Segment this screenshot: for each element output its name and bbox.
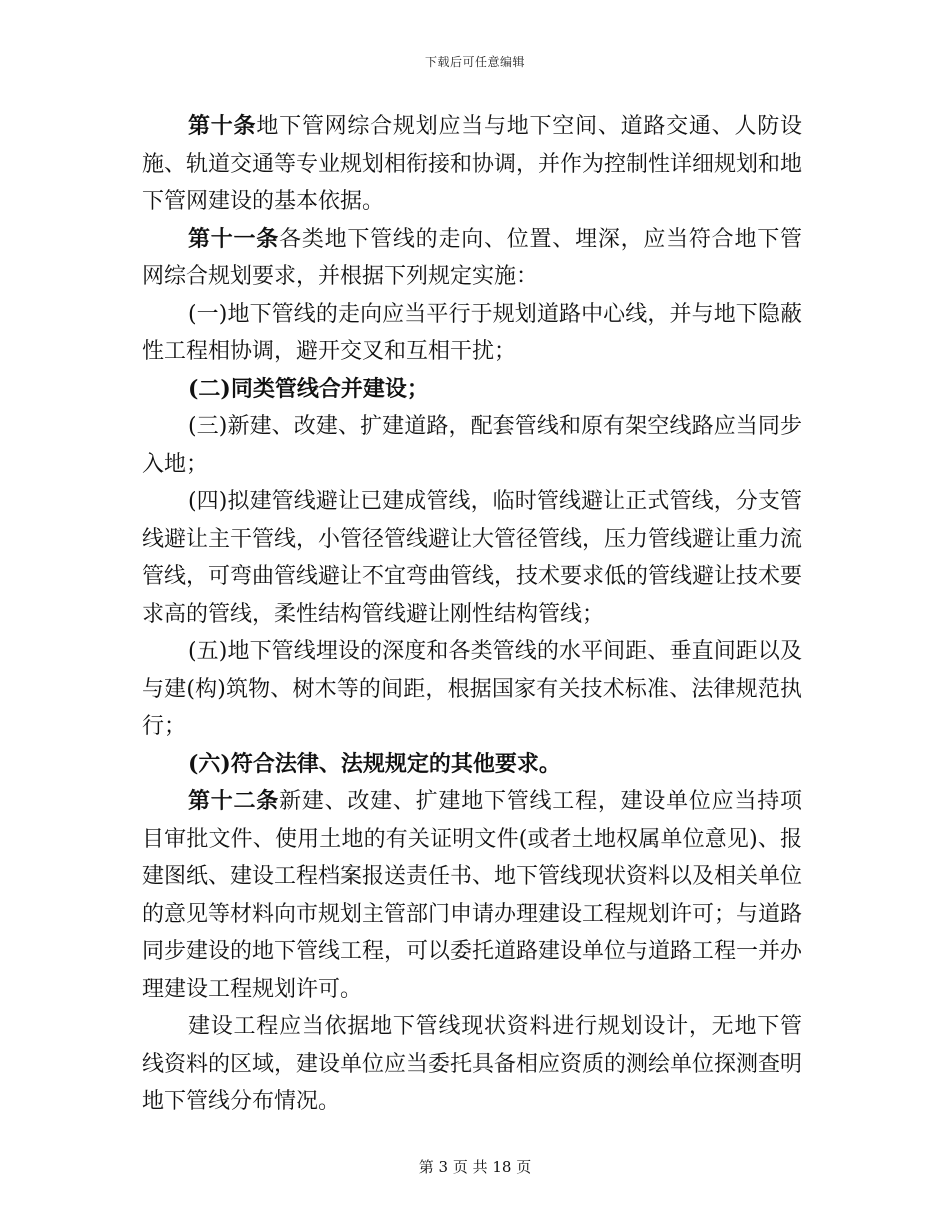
clause-6: (六)符合法律、法规规定的其他要求。 (188, 750, 561, 777)
article-10 (142, 108, 802, 221)
article-12 (142, 783, 802, 1008)
article-12-paragraph-2: 建设工程应当依据地下管线现状资料进行规划设计，无地下管线资料的区域，建设单位应当委托具备相应资质的测绘单位探测查明地下管线分布情况。 (142, 1014, 803, 1114)
clause-1: (一)地下管线的走向应当平行于规划道路中心线，并与地下隐蔽性工程相协调，避开交叉和互相干扰； (142, 301, 802, 364)
clause-4: (四)拟建管线避让已建成管线，临时管线避让正式管线，分支管线避让主干管线，小管径管线避让大管径管线，压力管线避让重力流管线，可弯曲管线避让不宜弯曲管线，技术要求低的管线避让技术要求高的管线，柔性结构管线避让刚性结构管线； (142, 489, 803, 627)
clause-2: (二)同类管线合并建设； (188, 375, 429, 402)
article-10-text: 地下管网综合规划应当与地下空间、道路交通、人防设施、轨道交通等专业规划相衔接和协调，并作为控制性详细规划和地下管网建设的基本依据。 (142, 114, 803, 214)
article-11 (142, 221, 802, 296)
clause-3: (三)新建、改建、扩建道路，配套管线和原有架空线路应当同步入地； (142, 414, 802, 477)
page-number: 第 3 页 共 18 页 (418, 1158, 532, 1176)
article-12-lead: 第十二条 (188, 788, 280, 814)
article-10-lead: 第十条 (188, 113, 257, 139)
article-12-text: 新建、改建、扩建地下管线工程，建设单位应当持项目审批文件、使用土地的有关证明文件(或者土地权属单位意见)、报建图纸、建设工程档案报送责任书、地下管线现状资料以及相关单位的意见等材料向市规划主管部门申请办理建设工程规划许可；与道路同步建设的地下管线工程，可以委托道路建设单位与道路工程一并办理建设工程规划许可。 (142, 789, 803, 1002)
page-header: 下载后可任意编辑 (424, 55, 525, 69)
clause-5: (五)地下管线埋设的深度和各类管线的水平间距、垂直间距以及与建(构)筑物、树木等的间距，根据国家有关技术标准、法律规范执行； (142, 639, 802, 739)
article-11-text: 各类地下管线的走向、位置、埋深，应当符合地下管网综合规划要求，并根据下列规定实施： (142, 226, 802, 289)
article-11-lead: 第十一条 (188, 225, 280, 252)
document-body (142, 108, 802, 1121)
